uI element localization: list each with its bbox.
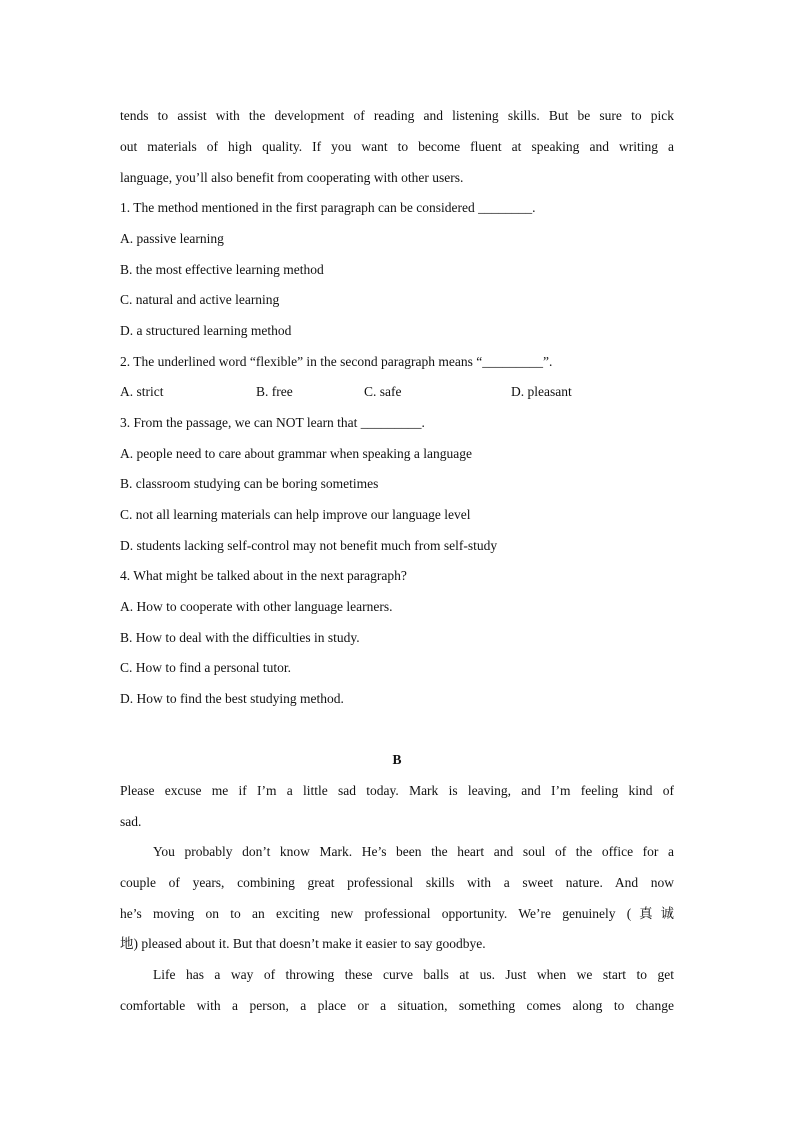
question-1-stem: 1. The method mentioned in the first paragraph can be considered ________.: [120, 200, 536, 215]
question-3-option-d: D. students lacking self-control may not benefit much from self-study: [120, 538, 498, 553]
question-2-option-a: A. strict: [120, 384, 164, 399]
passage-b-line: Life has a way of throwing these curve balls at us. Just when we start to get: [153, 967, 674, 982]
question-1-option-c: C. natural and active learning: [120, 292, 280, 307]
question-3-stem: 3. From the passage, we can NOT learn that _________.: [120, 415, 425, 430]
passage-b-line: couple of years, combining great professional skills with a sweet nature. And now: [120, 875, 674, 890]
question-4-stem: 4. What might be talked about in the next paragraph?: [120, 568, 407, 583]
passage-a-line: language, you’ll also benefit from cooperating with other users.: [120, 170, 464, 185]
question-4-option-a: A. How to cooperate with other language learners.: [120, 599, 393, 614]
question-1-option-a: A. passive learning: [120, 231, 224, 246]
question-1-option-d: D. a structured learning method: [120, 323, 292, 338]
passage-b-line: sad.: [120, 814, 142, 829]
question-3-option-b: B. classroom studying can be boring sometimes: [120, 476, 379, 491]
question-2-stem: 2. The underlined word “flexible” in the second paragraph means “_________”.: [120, 354, 553, 369]
question-4-option-b: B. How to deal with the difficulties in study.: [120, 630, 360, 645]
passage-b-line: Please excuse me if I’m a little sad today. Mark is leaving, and I’m feeling kind of: [120, 783, 674, 798]
question-2-option-b: B. free: [256, 384, 293, 399]
passage-a-line: tends to assist with the development of reading and listening skills. But be sure to pick: [120, 108, 674, 123]
question-4-option-c: C. How to find a personal tutor.: [120, 660, 291, 675]
passage-b-line: 地) pleased about it. But that doesn’t make it easier to say goodbye.: [120, 936, 486, 951]
question-1-option-b: B. the most effective learning method: [120, 262, 324, 277]
passage-b-line: You probably don’t know Mark. He’s been the heart and soul of the office for a: [153, 844, 674, 859]
question-3-option-a: A. people need to care about grammar when speaking a language: [120, 446, 472, 461]
question-3-option-c: C. not all learning materials can help improve our language level: [120, 507, 471, 522]
section-b-heading: B: [392, 752, 402, 767]
passage-b-line: comfortable with a person, a place or a situation, something comes along to change: [120, 998, 674, 1013]
question-4-option-d: D. How to find the best studying method.: [120, 691, 344, 706]
question-2-option-d: D. pleasant: [511, 384, 572, 399]
passage-b-line: he’s moving on to an exciting new professional opportunity. We’re genuinely (真诚: [120, 906, 674, 921]
passage-a-line: out materials of high quality. If you want to become fluent at speaking and writing a: [120, 139, 674, 154]
question-2-option-c: C. safe: [364, 384, 402, 399]
